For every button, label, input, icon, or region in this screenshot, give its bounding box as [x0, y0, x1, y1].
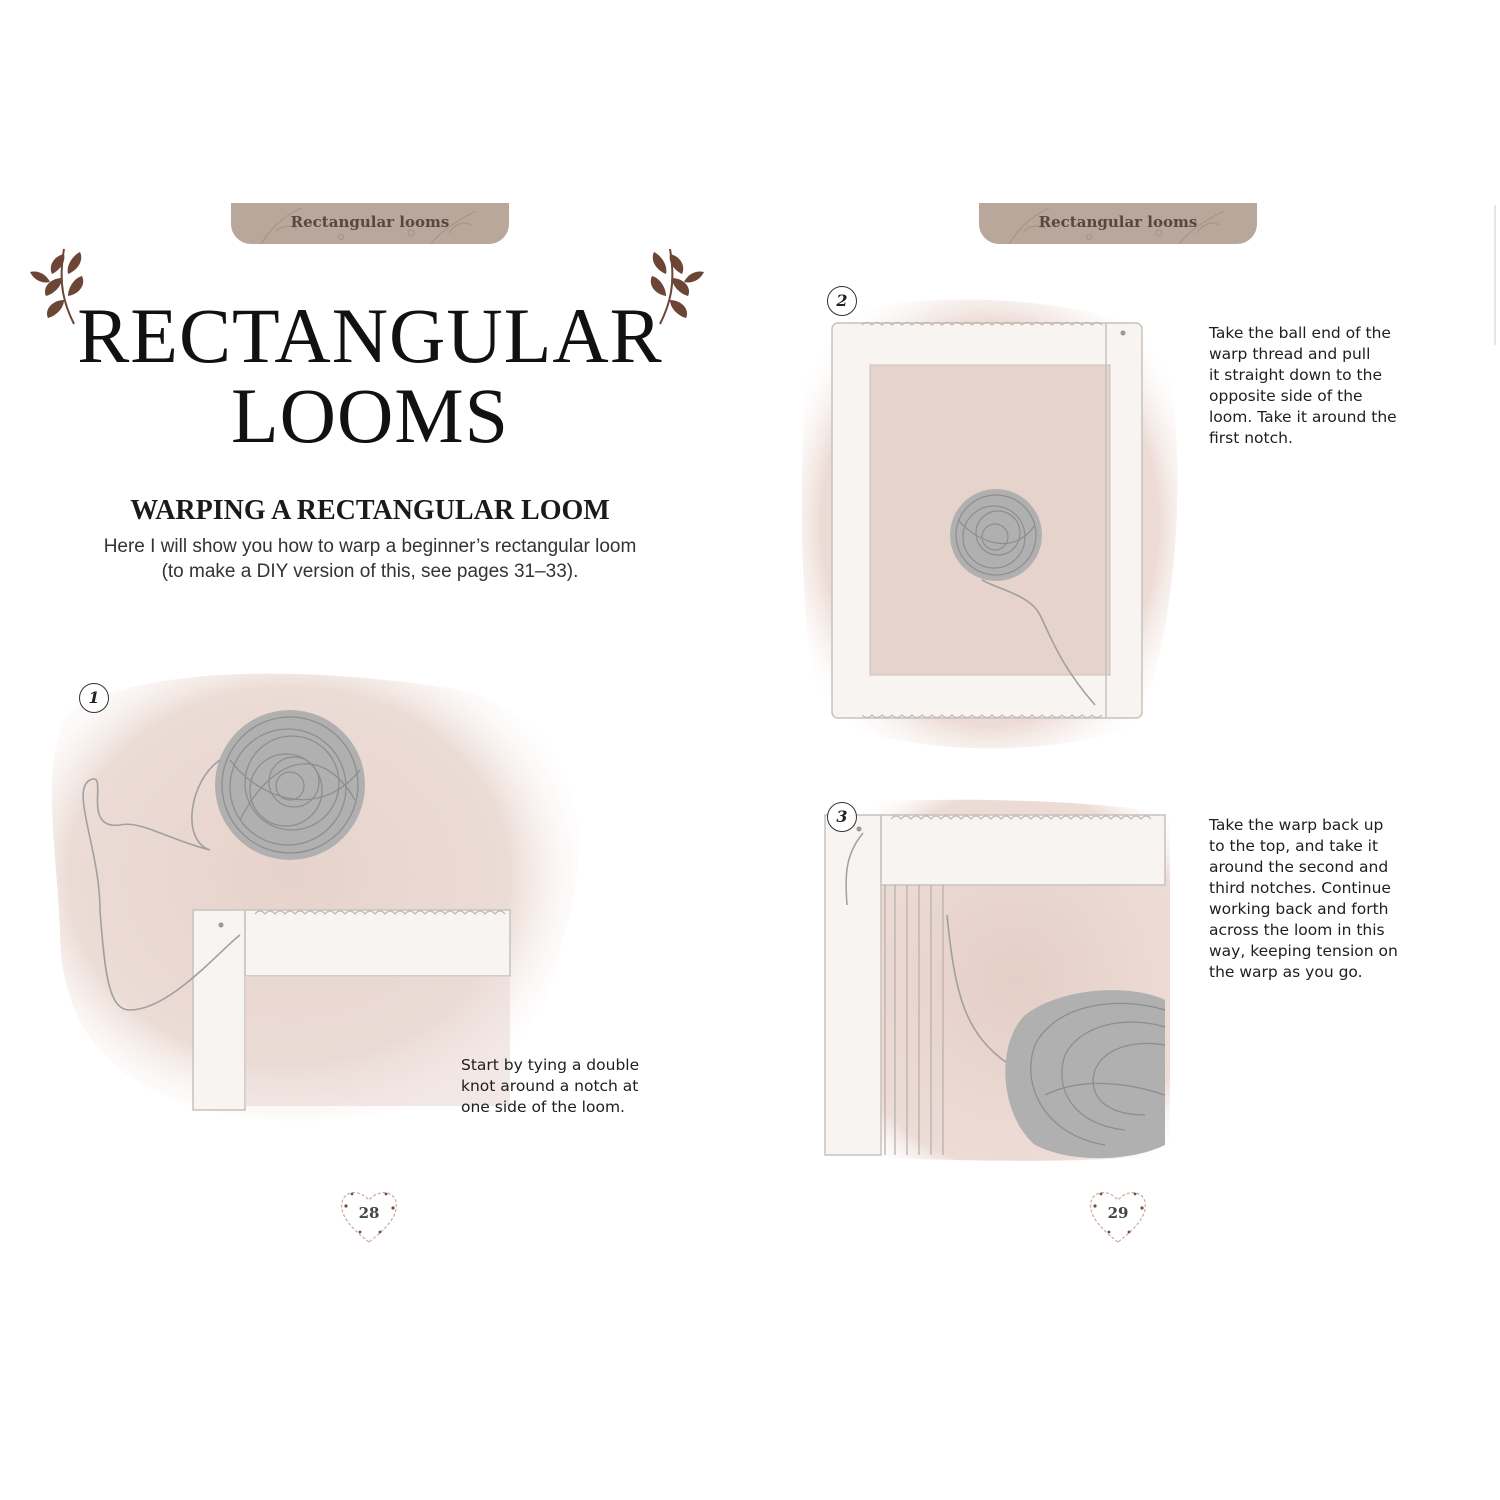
step-2-badge: 2: [827, 286, 857, 316]
page-number: 28: [358, 1204, 380, 1222]
title-line-2: LOOMS: [230, 372, 510, 459]
intro-text: [60, 534, 680, 584]
header-tab-left: [231, 203, 509, 244]
step-3-text: [1209, 815, 1398, 983]
step-1-line: knot around a notch at: [461, 1077, 639, 1095]
step-3-line: across the loom in this: [1209, 921, 1385, 939]
step-1-text: [461, 1055, 639, 1118]
step-1-line: one side of the loom.: [461, 1098, 625, 1116]
intro-line-2: (to make a DIY version of this, see pages 31–33).: [161, 561, 579, 582]
step-3-illustration: [815, 795, 1175, 1165]
page-number: 29: [1107, 1204, 1129, 1222]
page-title: [40, 292, 700, 459]
intro-line-1: Here I will show you how to warp a beginner’s rectangular loom: [103, 536, 637, 557]
step-3-line: working back and forth: [1209, 900, 1389, 918]
step-3-line: Take the warp back up: [1209, 816, 1384, 834]
step-3-line: way, keeping tension on: [1209, 942, 1398, 960]
title-line-1: RECTANGULAR: [77, 292, 663, 379]
step-2-line: loom. Take it around the: [1209, 408, 1397, 426]
step-1-line: Start by tying a double: [461, 1056, 640, 1074]
step-2-line: opposite side of the: [1209, 387, 1363, 405]
step-1-badge: 1: [79, 683, 109, 713]
step-3-line: around the second and: [1209, 858, 1389, 876]
step-3-line: third notches. Continue: [1209, 879, 1391, 897]
header-tab-label: Rectangular looms: [290, 213, 450, 231]
section-heading: WARPING A RECTANGULAR LOOM: [130, 495, 610, 526]
page-edge: [1494, 205, 1496, 345]
header-tab-right: [979, 203, 1257, 244]
header-tab-label: Rectangular looms: [1038, 213, 1198, 231]
step-3-line: to the top, and take it: [1209, 837, 1379, 855]
step-2-illustration: [800, 285, 1180, 755]
step-3-badge: 3: [827, 802, 857, 832]
step-2-line: first notch.: [1209, 429, 1293, 447]
step-2-text: [1209, 323, 1397, 449]
step-2-line: it straight down to the: [1209, 366, 1382, 384]
step-2-line: Take the ball end of the: [1209, 324, 1391, 342]
step-2-line: warp thread and pull: [1209, 345, 1371, 363]
step-3-line: the warp as you go.: [1209, 963, 1363, 981]
